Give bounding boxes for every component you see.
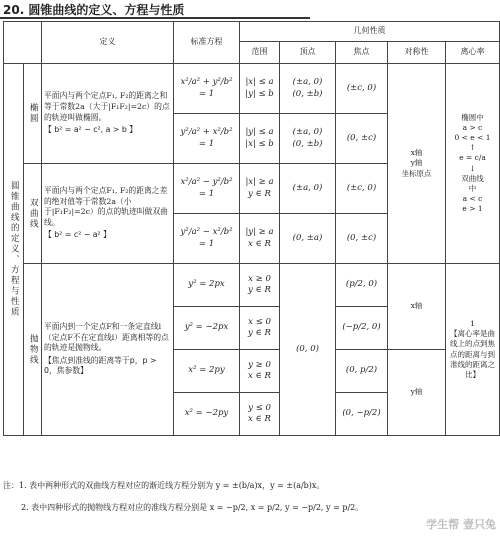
ellipse-definition: 平面内与两个定点F₁, F₂的距离之和等于常数2a（大于|F₁F₂|=2c）的点的轨迹叫做椭圆。 【 b² = a² − c², a > b 】 — [42, 64, 174, 164]
parabola-range-2: x ≤ 0 y ∈ R — [240, 307, 280, 350]
hyperbola-name: 双曲线 — [28, 197, 39, 230]
title-underline — [0, 17, 310, 19]
parabola-eq-3: x² = 2py — [174, 350, 240, 393]
conic-table — [3, 21, 500, 436]
section-title: 20. 圆锥曲线的定义、方程与性质 — [0, 0, 500, 20]
parabola-formula: 【焦点到准线的距离等于p，p > 0，焦参数】 — [44, 355, 157, 376]
parabola-range-3: y ≥ 0 x ∈ R — [240, 350, 280, 393]
parabola-focus-2: (−p/2, 0) — [336, 307, 388, 350]
hyperbola-focus-2: (0, ±c) — [336, 214, 388, 264]
ellipse-vertex-2: (±a, 0) (0, ±b) — [280, 114, 336, 164]
parabola-definition: 平面内到一个定点F和一条定直线l（定点F不在定直线l）距离相等的点的轨迹是抛物线。 【焦点到准线的距离等于p，p > 0，焦参数】 — [42, 264, 174, 436]
parabola-eq-4: x² = −2py — [174, 393, 240, 436]
ellipse-focus-2: (0, ±c) — [336, 114, 388, 164]
ellipse-vertex-1: (±a, 0) (0, ±b) — [280, 64, 336, 114]
parabola-focus-1: (p/2, 0) — [336, 264, 388, 307]
ellipse-eq-1: x²/a² + y²/b² = 1 — [174, 64, 240, 114]
parabola-eq-1: y² = 2px — [174, 264, 240, 307]
header-range: 范围 — [240, 42, 280, 64]
header-standard-eq: 标准方程 — [174, 22, 240, 64]
parabola-vertex: (0, 0) — [280, 264, 336, 436]
parabola-symmetry-x: x轴 — [388, 264, 446, 350]
hyperbola-definition: 平面内与两个定点F₁, F₂的距离之差的绝对值等于常数2a（小于|F₁F₂|=2c）的点的轨迹叫做双曲线。 【 b² = c² − a² 】 — [42, 164, 174, 264]
hyperbola-range-2: |y| ≥ a x ∈ R — [240, 214, 280, 264]
ellipse-name: 椭圆 — [28, 103, 39, 124]
parabola-range-4: y ≤ 0 x ∈ R — [240, 393, 280, 436]
header-focus: 焦点 — [336, 42, 388, 64]
hyperbola-vertex-1: (±a, 0) — [280, 164, 336, 214]
ellipse-name-cell — [24, 64, 42, 164]
parabola-range-1: x ≥ 0 y ∈ R — [240, 264, 280, 307]
parabola-focus-3: (0, p/2) — [336, 350, 388, 393]
conic-symmetry: x轴 y轴 坐标原点 — [388, 64, 446, 264]
ellipse-range-2: |y| ≤ a |x| ≤ b — [240, 114, 280, 164]
hyperbola-formula: 【 b² = c² − a² 】 — [44, 230, 111, 240]
side-label-cell — [4, 64, 24, 436]
hyperbola-range-1: |x| ≥ a y ∈ R — [240, 164, 280, 214]
parabola-name-cell — [24, 264, 42, 436]
hyperbola-focus-1: (±c, 0) — [336, 164, 388, 214]
hyperbola-vertex-2: (0, ±a) — [280, 214, 336, 264]
parabola-focus-4: (0, −p/2) — [336, 393, 388, 436]
hyperbola-eq-1: x²/a² − y²/b² = 1 — [174, 164, 240, 214]
note-1: 注：1. 表中两种形式的双曲线方程对应的渐近线方程分别为 y = ±(b/a)x，y = ±(a/b)x。 — [3, 481, 325, 490]
side-label: 圆锥曲线的定义、方程与性质 — [9, 181, 20, 318]
parabola-symmetry-y: y轴 — [388, 350, 446, 436]
parabola-name: 抛物线 — [28, 333, 39, 366]
header-vertex: 顶点 — [280, 42, 336, 64]
parabola-eccentricity: 1 【离心率是曲线上的点到焦点的距离与到准线的距离之比】 — [446, 264, 500, 436]
hyperbola-name-cell — [24, 164, 42, 264]
corner-cell — [4, 22, 42, 64]
parabola-eq-2: y² = −2px — [174, 307, 240, 350]
conic-eccentricity: 椭圆中 a > c 0 < e < 1 ↑ e = c/a ↓ 双曲线 中 a < c e > 1 — [446, 64, 500, 264]
header-symmetry: 对称性 — [388, 42, 446, 64]
note-2: 2. 表中四种形式的抛物线方程对应的准线方程分别是 x = −p/2, x = p/2, y = −p/2, y = p/2。 — [21, 503, 364, 512]
header-definition: 定义 — [42, 22, 174, 64]
header-eccentricity: 离心率 — [446, 42, 500, 64]
watermark: 学生帮 壹只兔 — [426, 518, 496, 531]
ellipse-eq-2: y²/a² + x²/b² = 1 — [174, 114, 240, 164]
ellipse-formula: 【 b² = a² − c², a > b 】 — [44, 125, 138, 135]
ellipse-range-1: |x| ≤ a |y| ≤ b — [240, 64, 280, 114]
notes — [3, 480, 473, 524]
header-geometric: 几何性质 — [240, 22, 500, 42]
hyperbola-eq-2: y²/a² − x²/b² = 1 — [174, 214, 240, 264]
ellipse-focus-1: (±c, 0) — [336, 64, 388, 114]
